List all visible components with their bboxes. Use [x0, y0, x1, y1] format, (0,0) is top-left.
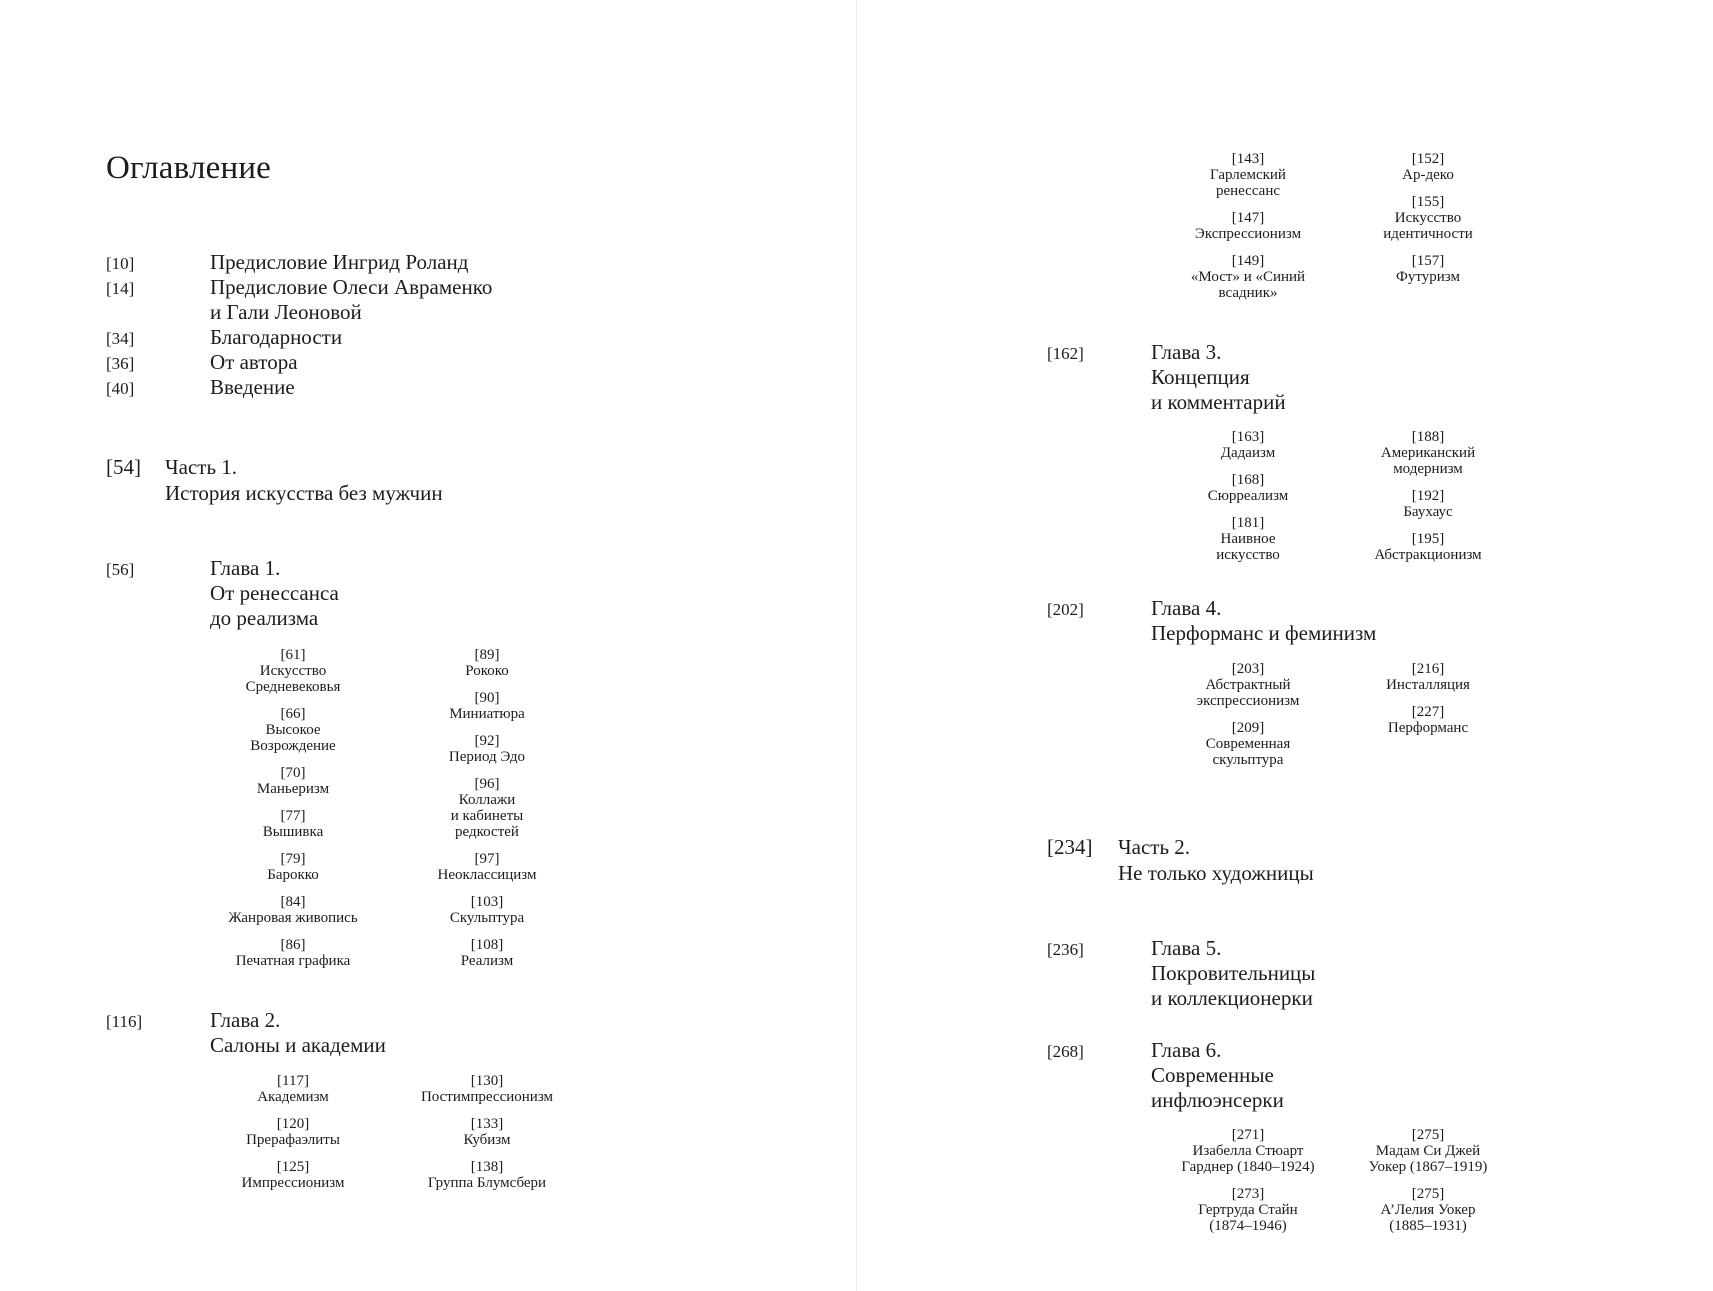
section-page: [155]	[1411, 194, 1445, 210]
section-entry[interactable]	[1153, 661, 1343, 709]
section-entry[interactable]	[1153, 210, 1343, 242]
section-title: Баухаус	[1403, 504, 1453, 520]
chapter-1-heading[interactable]	[106, 556, 339, 631]
section-page: [149]	[1231, 253, 1265, 269]
section-entry[interactable]	[193, 937, 393, 969]
sections-column-left	[1153, 661, 1343, 779]
toc-entry[interactable]	[106, 350, 706, 375]
part-title: Часть 1. История искусства без мужчин	[165, 455, 443, 505]
section-page: [192]	[1411, 488, 1445, 504]
entry-title: Предисловие Ингрид Роланд	[210, 250, 469, 274]
chapter-4-heading[interactable]	[1047, 596, 1376, 646]
section-page: [163]	[1231, 429, 1265, 445]
section-entry[interactable]	[397, 851, 577, 883]
section-title: «Мост» и «Синий всадник»	[1190, 269, 1306, 301]
left-page	[0, 0, 856, 1291]
section-page: [70]	[280, 765, 306, 781]
chapter-2-heading[interactable]	[106, 1008, 386, 1058]
entry-title: Введение	[210, 375, 295, 399]
section-entry[interactable]	[193, 647, 393, 695]
section-title: Перформанс	[1387, 720, 1469, 736]
part-page: [234]	[1047, 835, 1093, 859]
section-entry[interactable]	[1153, 1186, 1343, 1234]
entry-title: Предисловие Олеси Авраменко и Гали Леоновой	[210, 275, 493, 324]
section-entry[interactable]	[397, 1073, 577, 1105]
sections-column-right	[397, 1073, 577, 1202]
section-page: [117]	[277, 1073, 309, 1089]
section-title: Импрессионизм	[241, 1175, 345, 1191]
chapter-title: Глава 3. Концепция и комментарий	[1151, 340, 1286, 414]
section-entry[interactable]	[193, 851, 393, 883]
sections-column-left	[1153, 151, 1343, 312]
toc-entry[interactable]	[106, 325, 706, 350]
part-2-heading[interactable]	[1047, 834, 1314, 886]
book-gutter	[856, 0, 857, 1291]
section-page: [97]	[474, 851, 500, 867]
section-page: [271]	[1231, 1127, 1265, 1143]
section-page: [195]	[1411, 531, 1445, 547]
section-page: [209]	[1231, 720, 1265, 736]
sections-column-right	[397, 647, 577, 980]
chapter-page: [56]	[106, 560, 135, 579]
section-page: [84]	[280, 894, 306, 910]
section-title: Академизм	[257, 1089, 329, 1105]
section-page: [147]	[1231, 210, 1265, 226]
section-title: Изабелла Стюарт Гарднер (1840–1924)	[1181, 1143, 1315, 1175]
section-title: Дадаизм	[1220, 445, 1276, 461]
sections-column-right	[1343, 1127, 1513, 1245]
section-title: Кубизм	[463, 1132, 511, 1148]
section-entry[interactable]	[1343, 253, 1513, 285]
section-title: Вышивка	[262, 824, 324, 840]
section-entry[interactable]	[1153, 151, 1343, 199]
section-page: [227]	[1411, 704, 1445, 720]
entry-title: От автора	[210, 350, 298, 374]
section-entry[interactable]	[397, 647, 577, 679]
section-page: [181]	[1231, 515, 1265, 531]
section-page: [120]	[276, 1116, 310, 1132]
section-title: Неоклассицизм	[437, 867, 537, 883]
section-title: Высокое Возрождение	[250, 722, 336, 754]
page-title: Оглавление	[106, 150, 272, 186]
section-page: [188]	[1411, 429, 1445, 445]
section-entry[interactable]	[1343, 488, 1513, 520]
section-entry[interactable]	[193, 894, 393, 926]
section-entry[interactable]	[1153, 472, 1343, 504]
section-title: Искусство Средневековья	[245, 663, 341, 695]
section-entry[interactable]	[1153, 515, 1343, 563]
section-page: [125]	[276, 1159, 310, 1175]
chapter-title: Глава 1. От ренессанса до реализма	[210, 556, 339, 630]
section-page: [86]	[280, 937, 306, 953]
section-entry[interactable]	[1343, 531, 1513, 563]
front-matter-list	[106, 250, 706, 400]
section-title: Барокко	[267, 867, 319, 883]
section-title: Группа Блумсбери	[427, 1175, 547, 1191]
section-entry[interactable]	[397, 1159, 577, 1191]
section-page: [133]	[470, 1116, 504, 1132]
section-page: [275]	[1411, 1127, 1445, 1143]
section-entry[interactable]	[1343, 1186, 1513, 1234]
entry-page: [36]	[106, 354, 135, 373]
section-title: Современная скульптура	[1205, 736, 1291, 768]
chapter-5-heading[interactable]	[1047, 936, 1315, 1011]
section-entry[interactable]	[193, 1159, 393, 1191]
section-title: Наивное искусство	[1216, 531, 1280, 563]
section-entry[interactable]	[193, 706, 393, 754]
section-page: [168]	[1231, 472, 1265, 488]
section-entry[interactable]	[1343, 661, 1513, 693]
section-title: А’Лелия Уокер (1885–1931)	[1380, 1202, 1476, 1234]
chapter-title: Глава 4. Перформанс и феминизм	[1151, 596, 1377, 645]
section-entry[interactable]	[193, 1073, 393, 1105]
section-page: [89]	[474, 647, 500, 663]
sections-column-right	[1343, 151, 1513, 296]
section-entry[interactable]	[1153, 253, 1343, 301]
chapter-page: [162]	[1047, 344, 1084, 363]
chapter-page: [202]	[1047, 600, 1084, 619]
entry-page: [10]	[106, 254, 135, 273]
section-title: Жанровая живопись	[228, 910, 358, 926]
section-entry[interactable]	[1343, 704, 1513, 736]
section-entry[interactable]	[193, 1116, 393, 1148]
section-entry[interactable]	[1153, 429, 1343, 461]
section-title: Американский модернизм	[1380, 445, 1476, 477]
section-page: [157]	[1411, 253, 1445, 269]
section-title: Абстрактный экспрессионизм	[1196, 677, 1300, 709]
section-title: Рококо	[465, 663, 509, 679]
section-entry[interactable]	[193, 765, 393, 797]
section-entry[interactable]	[397, 1116, 577, 1148]
part-title: Часть 2. Не только художницы	[1118, 835, 1314, 885]
chapter-title: Глава 2. Салоны и академии	[210, 1008, 386, 1057]
section-title: Сюрреализм	[1207, 488, 1289, 504]
section-title: Искусство идентичности	[1383, 210, 1473, 242]
section-page: [79]	[280, 851, 306, 867]
section-title: Прерафаэлиты	[246, 1132, 340, 1148]
section-page: [138]	[470, 1159, 504, 1175]
section-page: [273]	[1231, 1186, 1265, 1202]
section-page: [61]	[280, 647, 306, 663]
toc-entry[interactable]	[106, 375, 706, 400]
right-page	[858, 0, 1713, 1291]
sections-column-right	[1343, 661, 1513, 747]
section-page: [103]	[470, 894, 504, 910]
section-page: [216]	[1411, 661, 1445, 677]
entry-page: [14]	[106, 279, 135, 298]
section-title: Ар-деко	[1402, 167, 1454, 183]
section-title: Печатная графика	[235, 953, 351, 969]
section-entry[interactable]	[1343, 1127, 1513, 1175]
section-entry[interactable]	[1153, 1127, 1343, 1175]
section-entry[interactable]	[397, 690, 577, 722]
section-title: Абстракционизм	[1374, 547, 1482, 563]
section-title: Постимпрессионизм	[420, 1089, 554, 1105]
section-entry[interactable]	[1343, 429, 1513, 477]
section-title: Маньеризм	[256, 781, 330, 797]
section-page: [203]	[1231, 661, 1265, 677]
sections-column-left	[193, 647, 393, 980]
entry-page: [40]	[106, 379, 135, 398]
section-page: [90]	[474, 690, 500, 706]
section-entry[interactable]	[397, 776, 577, 840]
section-page: [92]	[474, 733, 500, 749]
section-title: Экспрессионизм	[1194, 226, 1302, 242]
section-title: Футуризм	[1396, 269, 1460, 285]
entry-title: Благодарности	[210, 325, 343, 349]
section-entry[interactable]	[397, 733, 577, 765]
section-page: [130]	[470, 1073, 504, 1089]
section-page: [152]	[1411, 151, 1445, 167]
part-page: [54]	[106, 455, 141, 479]
chapter-6-heading[interactable]	[1047, 1038, 1284, 1113]
section-title: Инсталляция	[1386, 677, 1470, 693]
section-title: Мадам Си Джей Уокер (1867–1919)	[1368, 1143, 1488, 1175]
section-title: Период Эдо	[448, 749, 526, 765]
section-title: Реализм	[460, 953, 514, 969]
section-title: Миниатюра	[449, 706, 525, 722]
chapter-page: [268]	[1047, 1042, 1084, 1061]
section-title: Гарлемский ренессанс	[1210, 167, 1286, 199]
toc-entry[interactable]	[106, 250, 706, 275]
section-page: [66]	[280, 706, 306, 722]
section-entry[interactable]	[1153, 720, 1343, 768]
chapter-title: Глава 5. Покровительницы и коллекционерки	[1151, 936, 1316, 1010]
entry-page: [34]	[106, 329, 135, 348]
section-entry[interactable]	[193, 808, 393, 840]
section-entry[interactable]	[1343, 151, 1513, 183]
section-title: Гертруда Стайн (1874–1946)	[1198, 1202, 1298, 1234]
sections-column-right	[1343, 429, 1513, 574]
chapter-3-heading[interactable]	[1047, 340, 1286, 415]
chapter-page: [116]	[106, 1012, 143, 1031]
section-entry[interactable]	[1343, 194, 1513, 242]
section-title: Коллажи и кабинеты редкостей	[450, 792, 524, 840]
sections-column-left	[1153, 429, 1343, 574]
chapter-title: Глава 6. Современные инфлюэнсерки	[1151, 1038, 1284, 1112]
section-page: [77]	[280, 808, 306, 824]
section-page: [108]	[470, 937, 504, 953]
toc-entry[interactable]	[106, 275, 706, 325]
part-1-heading[interactable]	[106, 454, 443, 506]
section-title: Скульптура	[449, 910, 525, 926]
section-entry[interactable]	[397, 894, 577, 926]
section-entry[interactable]	[397, 937, 577, 969]
section-page: [143]	[1231, 151, 1265, 167]
sections-column-left	[1153, 1127, 1343, 1245]
chapter-page: [236]	[1047, 940, 1084, 959]
section-page: [96]	[474, 776, 500, 792]
section-page: [275]	[1411, 1186, 1445, 1202]
sections-column-left	[193, 1073, 393, 1202]
